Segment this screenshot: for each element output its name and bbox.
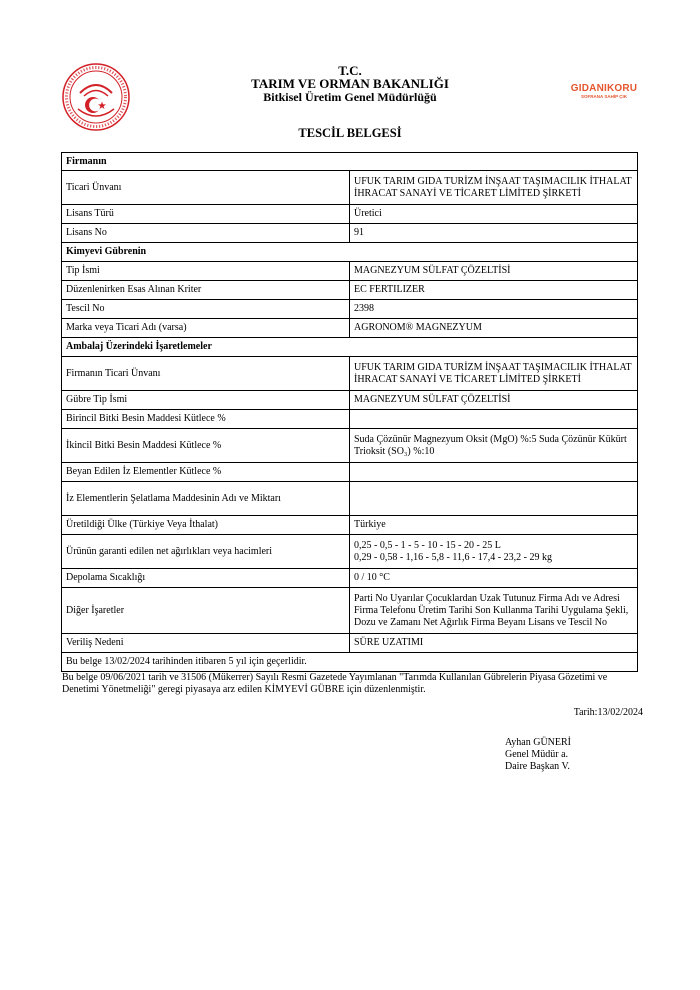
field-value: SÜRE UZATIMI <box>350 634 638 653</box>
signer-title-1: Genel Müdür a. <box>505 749 569 760</box>
field-label: Tip İsmi <box>62 262 350 281</box>
field-label: İkincil Bitki Besin Maddesi Kütlece % <box>62 429 350 463</box>
weight-list: 0,29 - 0,58 - 1,16 - 5,8 - 11,6 - 17,4 - 23,2 - 29 kg <box>354 551 552 563</box>
issue-date: Tarih:13/02/2024 <box>573 707 643 718</box>
section-heading-packaging: Ambalaj Üzerindeki İşaretlemeler <box>62 338 638 357</box>
signer-title-2: Daire Başkan V. <box>505 761 570 772</box>
field-value: MAGNEZYUM SÜLFAT ÇÖZELTİSİ <box>350 391 638 410</box>
field-value: Türkiye <box>350 516 638 535</box>
field-value: Suda Çözünür Magnezyum Oksit (MgO) %:5 Suda Çözünür Kükürt Trioksit (SO₃) %:10 <box>350 429 638 463</box>
section-heading-firm: Firmanın <box>62 153 638 171</box>
brand-logo-slogan: SOFRANA SAHİP ÇIK <box>580 94 627 99</box>
field-label: Beyan Edilen İz Elementler Kütlece % <box>62 463 350 482</box>
field-value: UFUK TARIM GIDA TURİZM İNŞAAT TAŞIMACILIK İTHALAT İHRACAT SANAYİ VE TİCARET LİMİTED ŞİRKETİ <box>350 171 638 205</box>
field-label: Veriliş Nedeni <box>62 634 350 653</box>
section-heading-fertilizer: Kimyevi Gübrenin <box>62 243 638 262</box>
registration-table <box>61 152 638 672</box>
field-label: Tescil No <box>62 300 350 319</box>
field-label: Gübre Tip İsmi <box>62 391 350 410</box>
field-value <box>350 535 638 569</box>
field-label: Lisans No <box>62 224 350 243</box>
field-value: 2398 <box>350 300 638 319</box>
header-line-2: TARIM VE ORMAN BAKANLIĞI <box>251 76 449 91</box>
field-value: EC FERTILIZER <box>350 281 638 300</box>
document-header <box>0 64 700 104</box>
field-label: İz Elementlerin Şelatlama Maddesinin Adı ve Miktarı <box>62 482 350 516</box>
field-value <box>350 482 638 516</box>
field-label: Marka veya Ticari Adı (varsa) <box>62 319 350 338</box>
legal-text: Bu belge 09/06/2021 tarih ve 31506 (Mükerrer) Sayılı Resmi Gazetede Yayımlanan "Tarımda Kullanılan Gübrelerin Piyasa Gözetimi ve Denetimi Yönetmeliği" geregi piyasaya arz edilen KİMYEVİ GÜBRE için düzenlenmiştir. <box>62 672 608 695</box>
document-title: TESCİL BELGESİ <box>298 126 402 140</box>
field-label: Birincil Bitki Besin Maddesi Kütlece % <box>62 410 350 429</box>
field-value: UFUK TARIM GIDA TURİZM İNŞAAT TAŞIMACILIK İTHALAT İHRACAT SANAYİ VE TİCARET LİMİTED ŞİRKETİ <box>350 357 638 391</box>
brand-logo-text: GIDANIKORU <box>570 83 638 94</box>
signature-block <box>505 737 571 773</box>
field-label: Diğer İşaretler <box>62 588 350 634</box>
signer-name: Ayhan GÜNERİ <box>505 737 572 748</box>
field-label: Düzenlenirken Esas Alınan Kriter <box>62 281 350 300</box>
field-value <box>350 463 638 482</box>
field-label: Lisans Türü <box>62 205 350 224</box>
field-value: 0 / 10 °C <box>350 569 638 588</box>
field-value: MAGNEZYUM SÜLFAT ÇÖZELTİSİ <box>350 262 638 281</box>
field-value: Parti No Uyarılar Çocuklardan Uzak Tutunuz Firma Adı ve Adresi Firma Telefonu Üretim Tarihi Son Kullanma Tarihi Uygulama Şekli, Dozu ve Zamanı Net Ağırlık Firma Beyanı Lisans ve Tescil No <box>350 588 638 634</box>
header-line-3: Bitkisel Üretim Genel Müdürlüğü <box>263 90 437 104</box>
field-label: Firmanın Ticari Ünvanı <box>62 357 350 391</box>
field-value: Üretici <box>350 205 638 224</box>
field-label: Ticari Ünvanı <box>62 171 350 205</box>
volume-list: 0,25 - 0,5 - 1 - 5 - 10 - 15 - 20 - 25 L <box>354 539 501 551</box>
header-line-1: T.C. <box>338 63 362 78</box>
field-value: 91 <box>350 224 638 243</box>
validity-note: Bu belge 13/02/2024 tarihinden itibaren 5 yıl için geçerlidir. <box>62 653 638 672</box>
field-label: Üretildiği Ülke (Türkiye Veya İthalat) <box>62 516 350 535</box>
field-label: Ürünün garanti edilen net ağırlıkları veya hacimleri <box>62 535 350 569</box>
field-value: AGRONOM® MAGNEZYUM <box>350 319 638 338</box>
field-label: Depolama Sıcaklığı <box>62 569 350 588</box>
field-value <box>350 410 638 429</box>
